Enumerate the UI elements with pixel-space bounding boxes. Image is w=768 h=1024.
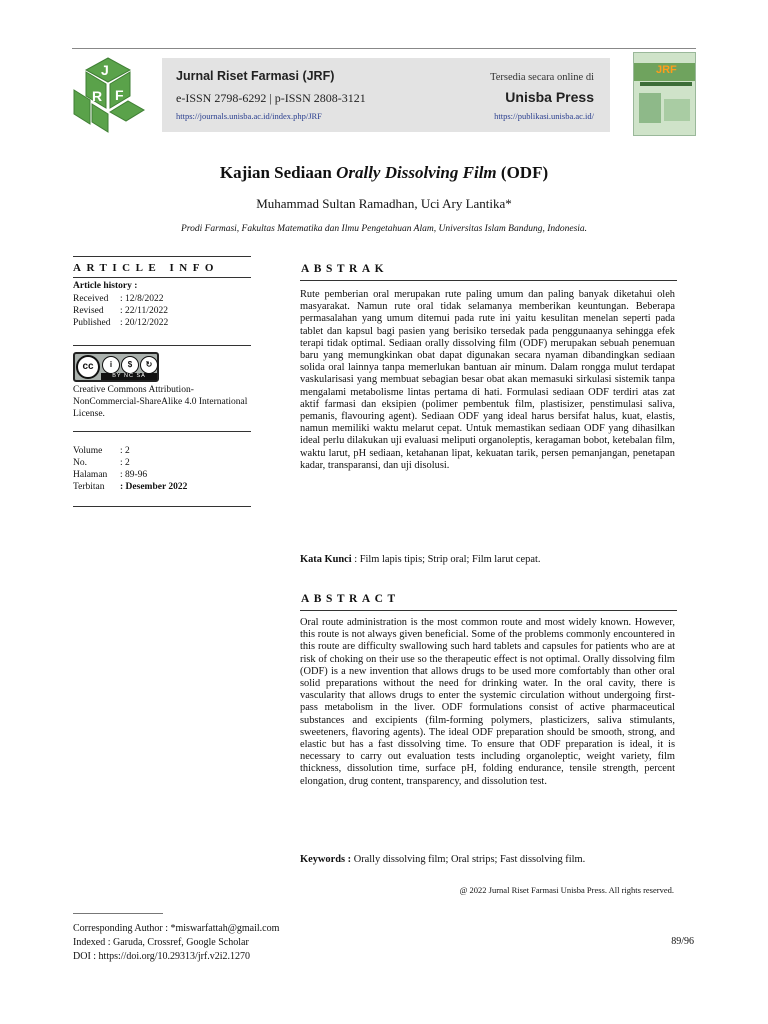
footnote-rule: [73, 913, 163, 914]
svg-text:R: R: [92, 88, 103, 104]
journal-name: Jurnal Riset Farmasi (JRF): [176, 69, 335, 83]
history-revised: Revised : 22/11/2022: [73, 306, 168, 316]
indexed-text: Indexed : Garuda, Crossref, Google Scholar: [73, 937, 249, 948]
svg-text:J: J: [101, 62, 109, 78]
history-published: Published : 20/12/2022: [73, 318, 169, 328]
license-text: Creative Commons Attribution-NonCommercial-ShareAlike 4.0 International License.: [73, 385, 248, 419]
journal-url-link[interactable]: https://journals.unisba.ac.id/index.php/JRF: [176, 111, 322, 121]
meta-pages: Halaman : 89-96: [73, 470, 148, 480]
attribution-icon: i: [102, 356, 120, 374]
article-affiliation: Prodi Farmasi, Fakultas Matematika dan Ilmu Pengetahuan Alam, Universitas Islam Bandung, Indonesia.: [180, 224, 588, 234]
history-received: Received : 12/8/2022: [73, 294, 164, 304]
abstrak-heading: ABSTRAK: [301, 263, 389, 275]
cover-photo: [639, 93, 661, 123]
meta-volume: Volume : 2: [73, 446, 130, 456]
cover-label: JRF: [656, 64, 677, 76]
cover-subtitle-bar: [640, 82, 692, 86]
journal-issn: e-ISSN 2798-6292 | p-ISSN 2808-3121: [176, 91, 366, 105]
abstract-heading-rule: [300, 610, 677, 611]
abstrak-text: Rute pemberian oral merupakan rute paling umum dan paling banyak diketahui oleh masyarakat. Namun rute oral tidak selamanya memberikan keuntungan. Beberapa permasalahan yang umum ditemui pada rute ini yaitu kesulitan menelan seperti pada tablet dan kapsul bagi pasien yang berisiko tersedak pada penggunaanya sehingga efek terapi tidak optimal. Sediaan orally dissolving film (ODF) merupakan sebuah penemuan baru yang memungkinkan obat dapat digunakan secara nyaman dibandingkan sediaan solida oral lainnya tanpa memerlukan bantuan air minum. Dalam rongga mulut terdapat vaskularisasi yang membuat sebagian besar obat akan memasuki sirkulasi sistemik tanpa mengalami metabolisme lintas pertama di hati. Formulasi sediaan ODF terdiri atas zat aktif farmasi dan eksipien (polimer pembentuk film, plastisizer, penstimulasi saliva, pemanis, flavouring agent). Sediaan ODF yang ideal harus bersifat halus, kuat, elastis, namun memiliki waktu melarut cepat. Untuk memastikan sediaan ODF yang dihasilkan ideal perlu dilakukan uji evaluasi meliputi organoleptis, keragaman bobot, ketebalan film, waktu larut, pH sediaan, ketahanan lipat, kekuatan tarik, persen pemanjangan, penetapan kadar, transparansi, dan uji disolusi.: [300, 289, 675, 471]
jrf-logo-icon: [70, 56, 146, 134]
abstrak-heading-rule: [300, 280, 677, 281]
page-footer: [73, 922, 279, 964]
article-title: Kajian Sediaan Orally Dissolving Film (ODF): [219, 163, 549, 182]
abstract-text: Oral route administration is the most common route and most widely known. However, this route is not always given beneficial. Some of the problems commonly encountered in this route are difficulty swallowing such hard tablets and capsules for patients who are at risk of choking on their use so the therapeutic effect is not optimal. Orally dissolving film (ODF) is a new invention that allows drugs to be used more comfortably than other oral solid preparations without the need for drinking water. In the oral cavity, there is vascularity that allows drugs to enter the systemic circulation without undergoing first-pass metabolism in the liver. ODF formulations consist of active pharmaceutical substances and excipients (film-forming polymers, plasticizers, saliva stimulants, sweeteners, flavoring agents). The ideal ODF preparation should be smooth, strong, and elastic but has a fast dissolving time. To ensure that ODF preparation is ideal, it is necessary to carry out evaluation tests including organoleptic, weight variety, film thickness, dissolution time, surface pH, folding endurance, tensile strength, percent elongation, drug content, transparency, and dissolution test.: [300, 617, 675, 787]
meta-issue: Terbitan : Desember 2022: [73, 482, 188, 492]
article-authors: Muhammad Sultan Ramadhan, Uci Ary Lantika*: [256, 196, 512, 211]
corresponding-author: Corresponding Author : *miswarfattah@gmail.com: [73, 923, 280, 934]
abstract-keywords: Keywords : Orally dissolving film; Oral strips; Fast dissolving film.: [300, 854, 586, 865]
meta-number: No. : 2: [73, 458, 130, 468]
history-title: Article history :: [73, 281, 138, 291]
info-top-rule: [73, 256, 251, 257]
creative-commons-by-nc-sa-icon[interactable]: [73, 352, 159, 382]
journal-cover-icon: [633, 52, 696, 136]
sharealike-icon: ↻: [140, 356, 158, 374]
cc-strip-text: BY NC SA: [101, 373, 157, 380]
cc-icon: cc: [76, 355, 100, 379]
journal-banner: [162, 58, 610, 132]
history-rule: [73, 345, 251, 346]
page-number: 89/96: [671, 936, 694, 947]
info-heading-rule: [73, 277, 251, 278]
press-name: Unisba Press: [505, 89, 594, 105]
noncommercial-icon: $: [121, 356, 139, 374]
abstract-heading: ABSTRACT: [301, 593, 400, 605]
header-top-rule: [72, 48, 696, 49]
press-url-link[interactable]: https://publikasi.unisba.ac.id/: [494, 111, 594, 121]
abstrak-keywords: Kata Kunci : Film lapis tipis; Strip oral; Film larut cepat.: [300, 554, 541, 565]
license-rule: [73, 431, 251, 432]
doi-link[interactable]: DOI : https://doi.org/10.29313/jrf.v2i2.1270: [73, 951, 251, 962]
cover-photo: [664, 99, 690, 121]
meta-rule: [73, 506, 251, 507]
available-online-text: Tersedia secara online di: [490, 72, 594, 83]
article-info-heading: ARTICLE INFO: [73, 262, 219, 274]
copyright-text: @ 2022 Jurnal Riset Farmasi Unisba Press. All rights reserved.: [459, 885, 674, 895]
svg-text:F: F: [115, 87, 124, 103]
